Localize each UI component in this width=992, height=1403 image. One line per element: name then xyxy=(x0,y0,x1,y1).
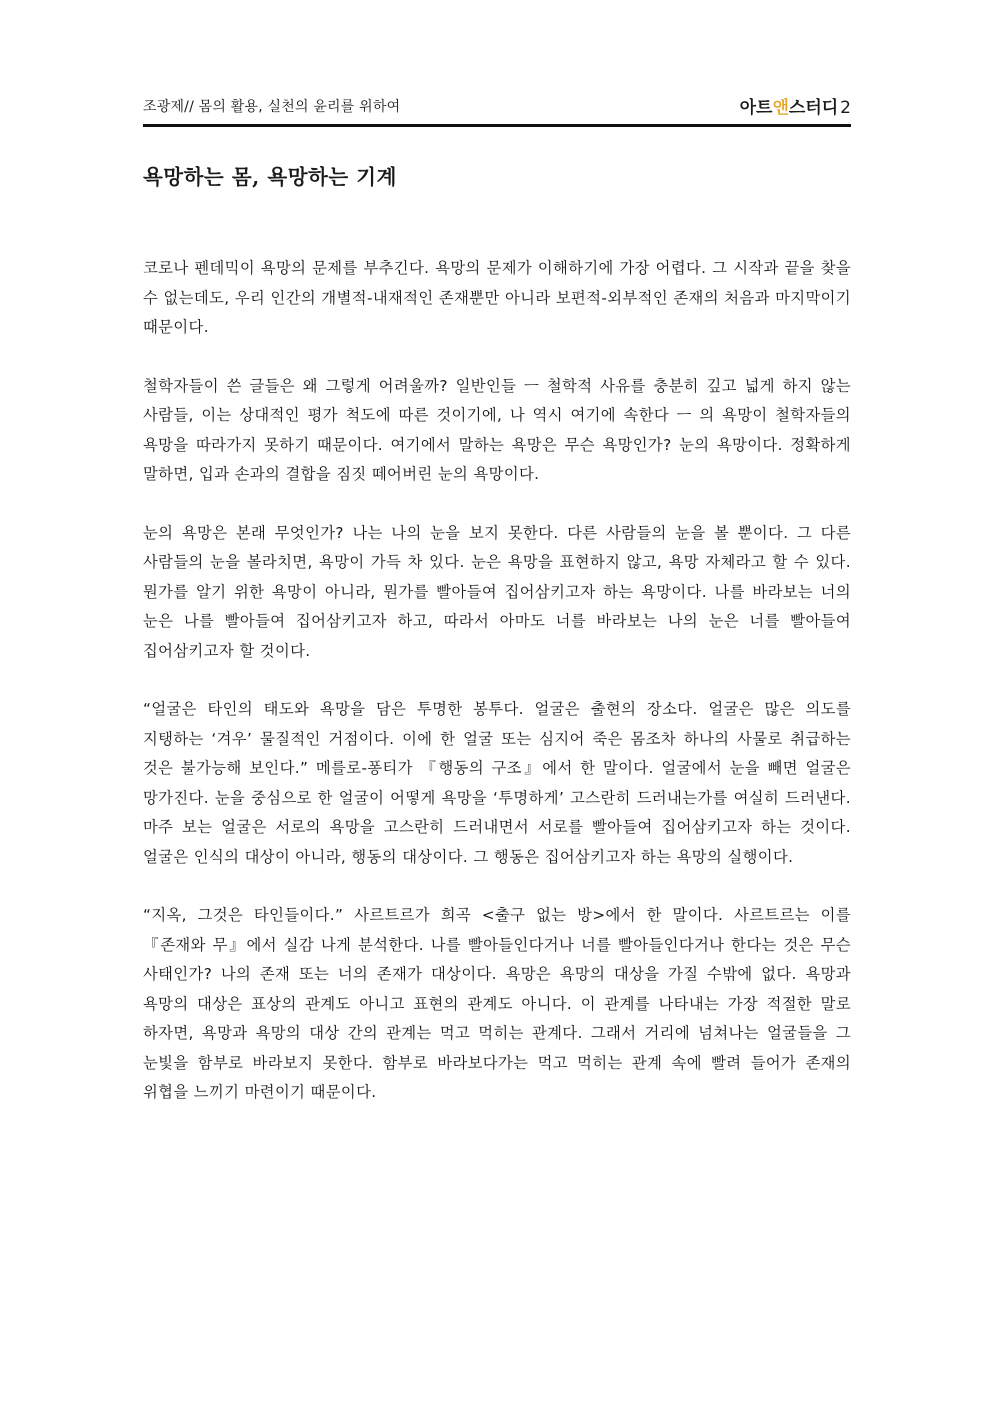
page-header xyxy=(143,90,851,127)
paragraph-4: “얼굴은 타인의 태도와 욕망을 담은 투명한 봉투다. 얼굴은 출현의 장소다. 얼굴은 많은 의도를 지탱하는 ‘겨우’ 물질적인 거점이다. 이에 한 얼굴 또는 심지어 죽은 몸조차 하나의 사물로 취급하는 것은 불가능해 보인다.” 메를로-퐁티가 『행동의 구조』에서 한 말이다. 얼굴에서 눈을 빼면 얼굴은 망가진다. 눈을 중심으로 한 얼굴이 어떻게 욕망을 ‘투명하게’ 고스란히 드러내는가를 여실히 드러낸다. 마주 보는 얼굴은 서로의 욕망을 고스란히 드러내면서 서로를 빨아들여 집어삼키고자 하는 것이다. 얼굴은 인식의 대상이 아니라, 행동의 대상이다. 그 행동은 집어삼키고자 하는 욕망의 실행이다. xyxy=(143,700,851,866)
paragraph-3: 눈의 욕망은 본래 무엇인가? 나는 나의 눈을 보지 못한다. 다른 사람들의 눈을 볼 뿐이다. 그 다른 사람들의 눈을 볼라치면, 욕망이 가득 차 있다. 눈은 욕망을 표현하지 않고, 욕망 자체라고 할 수 있다. 뭔가를 알기 위한 욕망이 아니라, 뭔가를 빨아들여 집어삼키고자 하는 욕망이다. 나를 바라보는 너의 눈은 나를 빨아들여 집어삼키고자 하고, 따라서 아마도 너를 바라보는 나의 눈은 너를 빨아들여 집어삼키고자 할 것이다. xyxy=(143,523,851,660)
logo-text-art: 아트 xyxy=(739,98,773,118)
logo-text-and: 앤 xyxy=(772,98,789,118)
header-logo xyxy=(740,93,851,118)
header-author-title: 조광제// 몸의 활용, 실천의 윤리를 위하여 xyxy=(143,99,401,115)
article-body xyxy=(143,254,851,1137)
article-title: 욕망하는 몸, 욕망하는 기계 xyxy=(143,165,397,189)
paragraph-1: 코로나 펜데믹이 욕망의 문제를 부추긴다. 욕망의 문제가 이해하기에 가장 어렵다. 그 시작과 끝을 찾을 수 없는데도, 우리 인간의 개별적-내재적인 존재뿐만 아니라 보편적-외부적인 존재의 처음과 마지막이기 때문이다. xyxy=(143,259,851,336)
paragraph-5: “지옥, 그것은 타인들이다.” 사르트르가 희곡 <출구 없는 방>에서 한 말이다. 사르트르는 이를 『존재와 무』에서 실감 나게 분석한다. 나를 빨아들인다거나 너를 빨아들인다거나 한다는 것은 무슨 사태인가? 나의 존재 또는 너의 존재가 대상이다. 욕망은 욕망의 대상을 가질 수밖에 없다. 욕망과 욕망의 대상은 표상의 관계도 아니고 표현의 관계도 아니다. 이 관계를 나타내는 가장 적절한 말로 하자면, 욕망과 욕망의 대상 간의 관계는 먹고 먹히는 관계다. 그래서 거리에 넘쳐나는 얼굴들을 그 눈빛을 함부로 바라보지 못한다. 함부로 바라보다가는 먹고 먹히는 관계 속에 빨려 들어가 존재의 위협을 느끼기 마련이기 때문이다. xyxy=(143,906,851,1101)
logo-text-study: 스터디 xyxy=(788,98,839,118)
page-number: 2 xyxy=(840,98,851,118)
paragraph-2: 철학자들이 쓴 글들은 왜 그렇게 어려울까? 일반인들 ㅡ 철학적 사유를 충분히 깊고 넓게 하지 않는 사람들, 이는 상대적인 평가 척도에 따른 것이기에, 나 역시 여기에 속한다 ㅡ 의 욕망이 철학자들의 욕망을 따라가지 못하기 때문이다. 여기에서 말하는 욕망은 무슨 욕망인가? 눈의 욕망이다. 정확하게 말하면, 입과 손과의 결합을 짐짓 떼어버린 눈의 욕망이다. xyxy=(143,376,851,483)
